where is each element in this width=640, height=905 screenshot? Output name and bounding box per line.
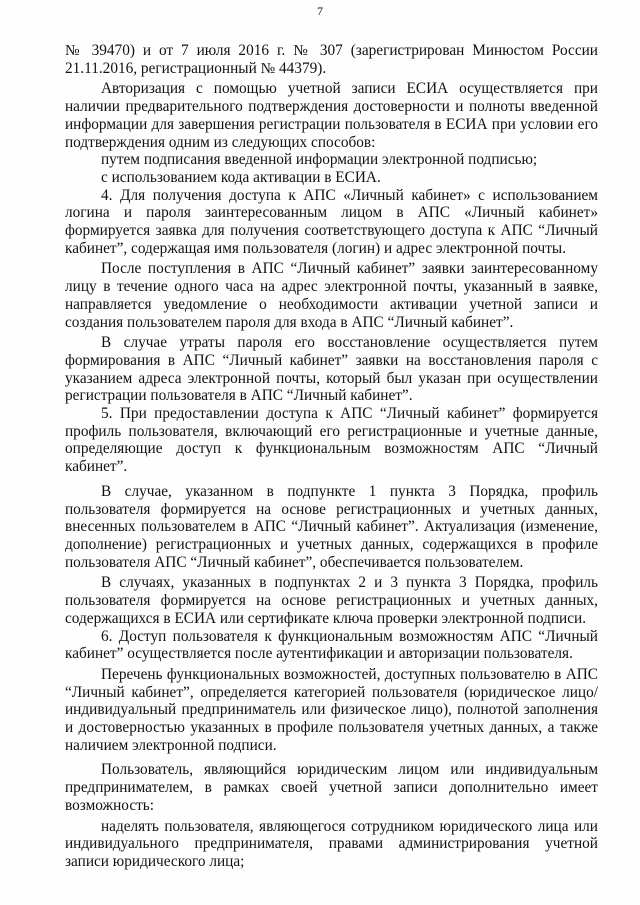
page-number: 7 [317, 4, 323, 18]
paragraph-password-recovery: В случае утраты пароля его восстановление осуществляется путем формирования в АПС “Личный кабинет” заявки на восстановления пароля с указанием адреса электронной почты, который был указан при осуществлении регистрации пользователя в АПС “Личный кабинет”. [65, 334, 598, 405]
paragraph-authorization-esia: Авторизация с помощью учетной записи ЕСИА осуществляется при наличии предварительного подтверждения достоверности и полноты введенной информации для завершения регистрации пользователя в ЕСИА при условии его подтверждения одним из следующих способов: [65, 80, 598, 151]
list-item-electronic-signature: путем подписания введенной информации электронной подписью; [101, 151, 538, 169]
document-body [65, 42, 598, 871]
paragraph-legal-entity-rights: Пользователь, являющийся юридическим лицом или индивидуальным предпринимателем, в рамках своей учетной записи дополнительно имеет возможность: [65, 761, 598, 814]
paragraph-section-6: 6. Доступ пользователя к функциональным возможностям АПС “Личный кабинет” осуществляется после аутентификации и авторизации пользователя. [65, 627, 598, 663]
paragraph-functional-list: Перечень функциональных возможностей, доступных пользователю в АПС “Личный кабинет”, определяется категорией пользователя (юридическое лицо/индивидуальный предприниматель или физическое лицо), полнотой заполнения и достоверностью указанных в профиле пользователя учетных данных, а также наличием электронной подписи. [65, 665, 598, 754]
paragraph-activation-notice: После поступления в АПС “Личный кабинет” заявки заинтересованному лицу в течение одного часа на адрес электронной почты, указанный в заявке, направляется уведомление о необходимости активации учетной записи и создания пользователем пароля для входа в АПС “Личный кабинет”. [65, 260, 598, 331]
list-item-admin-rights: наделять пользователя, являющегося сотрудником юридического лица или индивидуального предпринимателя, правами администрирования учетной записи юридического лица; [65, 817, 598, 870]
paragraph-profile-subpoint-1: В случае, указанном в подпункте 1 пункта 3 Порядка, профиль пользователя формируется на основе регистрационных и учетных данных, внесенных пользователем в АПС “Личный кабинет”. Актуализация (изменение, дополнение) регистрационных и учетных данных, содержащихся в профиле пользователя АПС “Личный кабинет”, обеспечивается пользователем. [65, 482, 598, 571]
list-item-activation-code: с использованием кода активации в ЕСИА. [101, 168, 381, 186]
paragraph-section-4: 4. Для получения доступа к АПС «Личный кабинет» с использованием логина и пароля заинтересованным лицом в АПС «Личный кабинет» формируется заявка для получения соответствующего доступа к АПС “Личный кабинет”, содержащая имя пользователя (логин) и адрес электронной почты. [65, 186, 598, 257]
paragraph-continuation: № 39470) и от 7 июля 2016 г. № 307 (зарегистрирован Минюстом России 21.11.2016, регистрационный № 44379). [65, 42, 598, 77]
paragraph-profile-subpoints-2-3: В случаях, указанных в подпунктах 2 и 3 пункта 3 Порядка, профиль пользователя формируется на основе регистрационных и учетных данных, содержащихся в ЕСИА или сертификате ключа проверки электронной подписи. [65, 574, 598, 627]
paragraph-section-5: 5. При предоставлении доступа к АПС “Личный кабинет” формируется профиль пользователя, включающий его регистрационные и учетные данные, определяющие доступ к функциональным возможностям АПС “Личный кабинет”. [65, 405, 598, 476]
